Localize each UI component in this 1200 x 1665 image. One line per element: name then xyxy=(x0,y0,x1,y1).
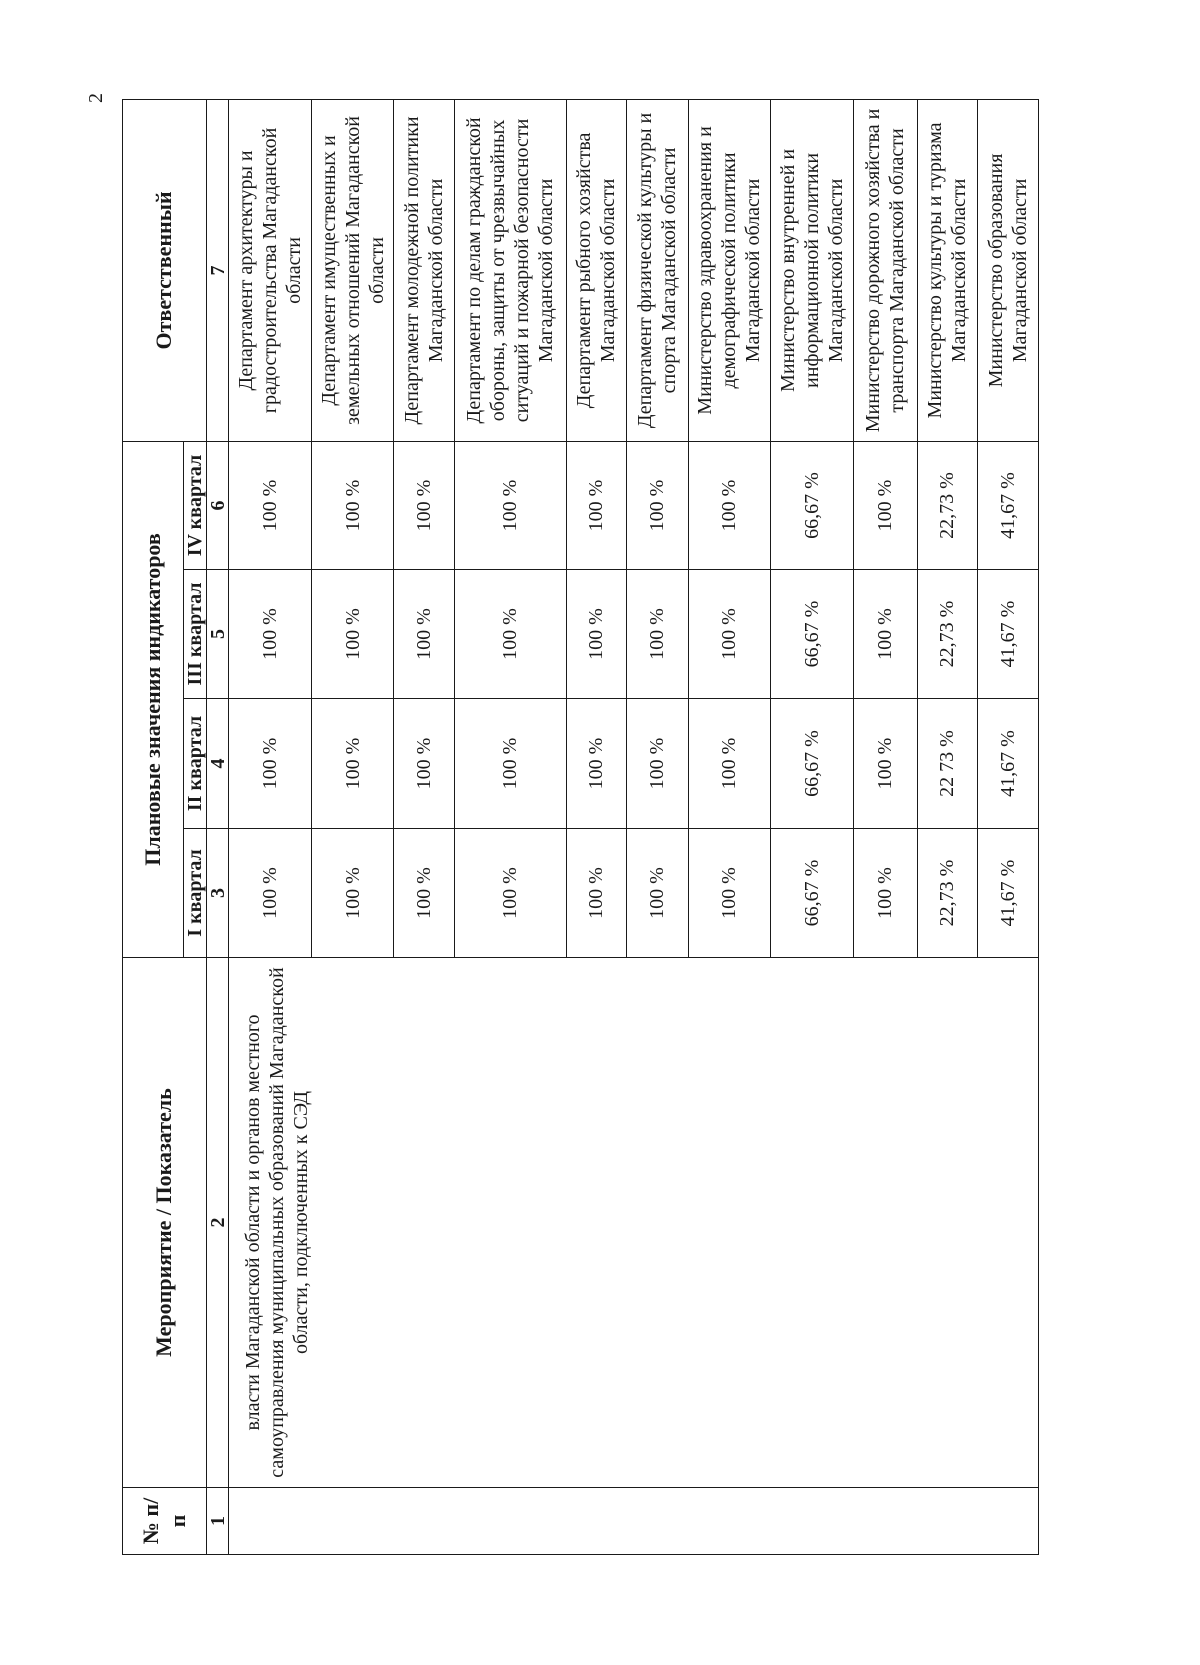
q3-value: 100 % xyxy=(229,570,312,699)
q2-value: 100 % xyxy=(312,699,394,829)
responsible-value: Департамент имущественных и земельных отношений Магаданской области xyxy=(312,99,394,441)
q3-value: 100 % xyxy=(312,570,394,699)
responsible-value: Департамент молодежной политики Магаданской области xyxy=(394,99,455,441)
responsible-value: Министерство дорожного хозяйства и транспорта Магаданской области xyxy=(853,99,917,441)
header-q4: IV квартал xyxy=(184,441,207,569)
column-number: 5 xyxy=(207,570,229,699)
q4-value: 41,67 % xyxy=(977,441,1038,569)
q3-value: 100 % xyxy=(394,570,455,699)
header-q1: I квартал xyxy=(184,829,207,958)
q2-value: 41,67 % xyxy=(977,699,1038,829)
header-num: № п/п xyxy=(123,1488,207,1555)
q1-value: 100 % xyxy=(312,829,394,958)
q2-value: 100 % xyxy=(566,699,626,829)
q3-value: 41,67 % xyxy=(977,570,1038,699)
q2-value: 66,67 % xyxy=(770,699,853,829)
responsible-value: Министерство образования Магаданской области xyxy=(977,99,1038,441)
q1-value: 100 % xyxy=(229,829,312,958)
q3-value: 100 % xyxy=(455,570,566,699)
responsible-value: Департамент рыбного хозяйства Магаданской области xyxy=(566,99,626,441)
q2-value: 22 73 % xyxy=(917,699,977,829)
q2-value: 100 % xyxy=(688,699,770,829)
q4-value: 100 % xyxy=(394,441,455,569)
q1-value: 41,67 % xyxy=(977,829,1038,958)
q3-value: 100 % xyxy=(566,570,626,699)
q2-value: 100 % xyxy=(455,699,566,829)
q1-value: 100 % xyxy=(455,829,566,958)
q4-value: 22,73 % xyxy=(917,441,977,569)
header-responsible: Ответственный xyxy=(123,99,207,441)
q1-value: 100 % xyxy=(688,829,770,958)
row-number-cell xyxy=(229,1488,1039,1555)
q1-value: 66,67 % xyxy=(770,829,853,958)
q3-value: 66,67 % xyxy=(770,570,853,699)
header-measure: Мероприятие / Показатель xyxy=(123,958,207,1488)
responsible-value: Департамент физической культуры и спорта Магаданской области xyxy=(626,99,688,441)
q4-value: 100 % xyxy=(853,441,917,569)
responsible-value: Министерство культуры и туризма Магаданской области xyxy=(917,99,977,441)
q3-value: 100 % xyxy=(688,570,770,699)
q1-value: 100 % xyxy=(394,829,455,958)
q4-value: 100 % xyxy=(455,441,566,569)
responsible-value: Департамент архитектуры и градостроительства Магаданской области xyxy=(229,99,312,441)
q1-value: 100 % xyxy=(566,829,626,958)
header-q3: III квартал xyxy=(184,570,207,699)
header-q2: II квартал xyxy=(184,699,207,829)
rotated-table-container xyxy=(122,100,1039,1555)
q4-value: 100 % xyxy=(626,441,688,569)
q4-value: 100 % xyxy=(229,441,312,569)
q4-value: 66,67 % xyxy=(770,441,853,569)
responsible-value: Министерство внутренней и информационной политики Магаданской области xyxy=(770,99,853,441)
column-number: 1 xyxy=(207,1488,229,1555)
q3-value: 100 % xyxy=(853,570,917,699)
q2-value: 100 % xyxy=(394,699,455,829)
q1-value: 22,73 % xyxy=(917,829,977,958)
page-number: 2 xyxy=(84,93,107,103)
measure-cell xyxy=(229,958,1039,1488)
indicators-table xyxy=(122,99,1039,1555)
responsible-value: Департамент по делам гражданской обороны, защиты от чрезвычайных ситуаций и пожарной безопасности Магаданской области xyxy=(455,99,566,441)
q2-value: 100 % xyxy=(853,699,917,829)
column-number: 4 xyxy=(207,699,229,829)
q2-value: 100 % xyxy=(626,699,688,829)
responsible-value: Министерство здравоохранения и демографической политики Магаданской области xyxy=(688,99,770,441)
q1-value: 100 % xyxy=(853,829,917,958)
q4-value: 100 % xyxy=(688,441,770,569)
column-number: 2 xyxy=(207,958,229,1488)
header-planned-values: Плановые значения индикаторов xyxy=(123,441,184,957)
column-number: 7 xyxy=(207,99,229,441)
q4-value: 100 % xyxy=(566,441,626,569)
table-row xyxy=(229,99,312,1554)
q3-value: 100 % xyxy=(626,570,688,699)
q2-value: 100 % xyxy=(229,699,312,829)
column-number: 3 xyxy=(207,829,229,958)
q4-value: 100 % xyxy=(312,441,394,569)
column-number-row xyxy=(207,99,229,1554)
q3-value: 22,73 % xyxy=(917,570,977,699)
q1-value: 100 % xyxy=(626,829,688,958)
column-number: 6 xyxy=(207,441,229,569)
measure-text: власти Магаданской области и органов местного самоуправления муниципальных образований Магаданской области, подключенных к СЭД xyxy=(242,967,313,1478)
